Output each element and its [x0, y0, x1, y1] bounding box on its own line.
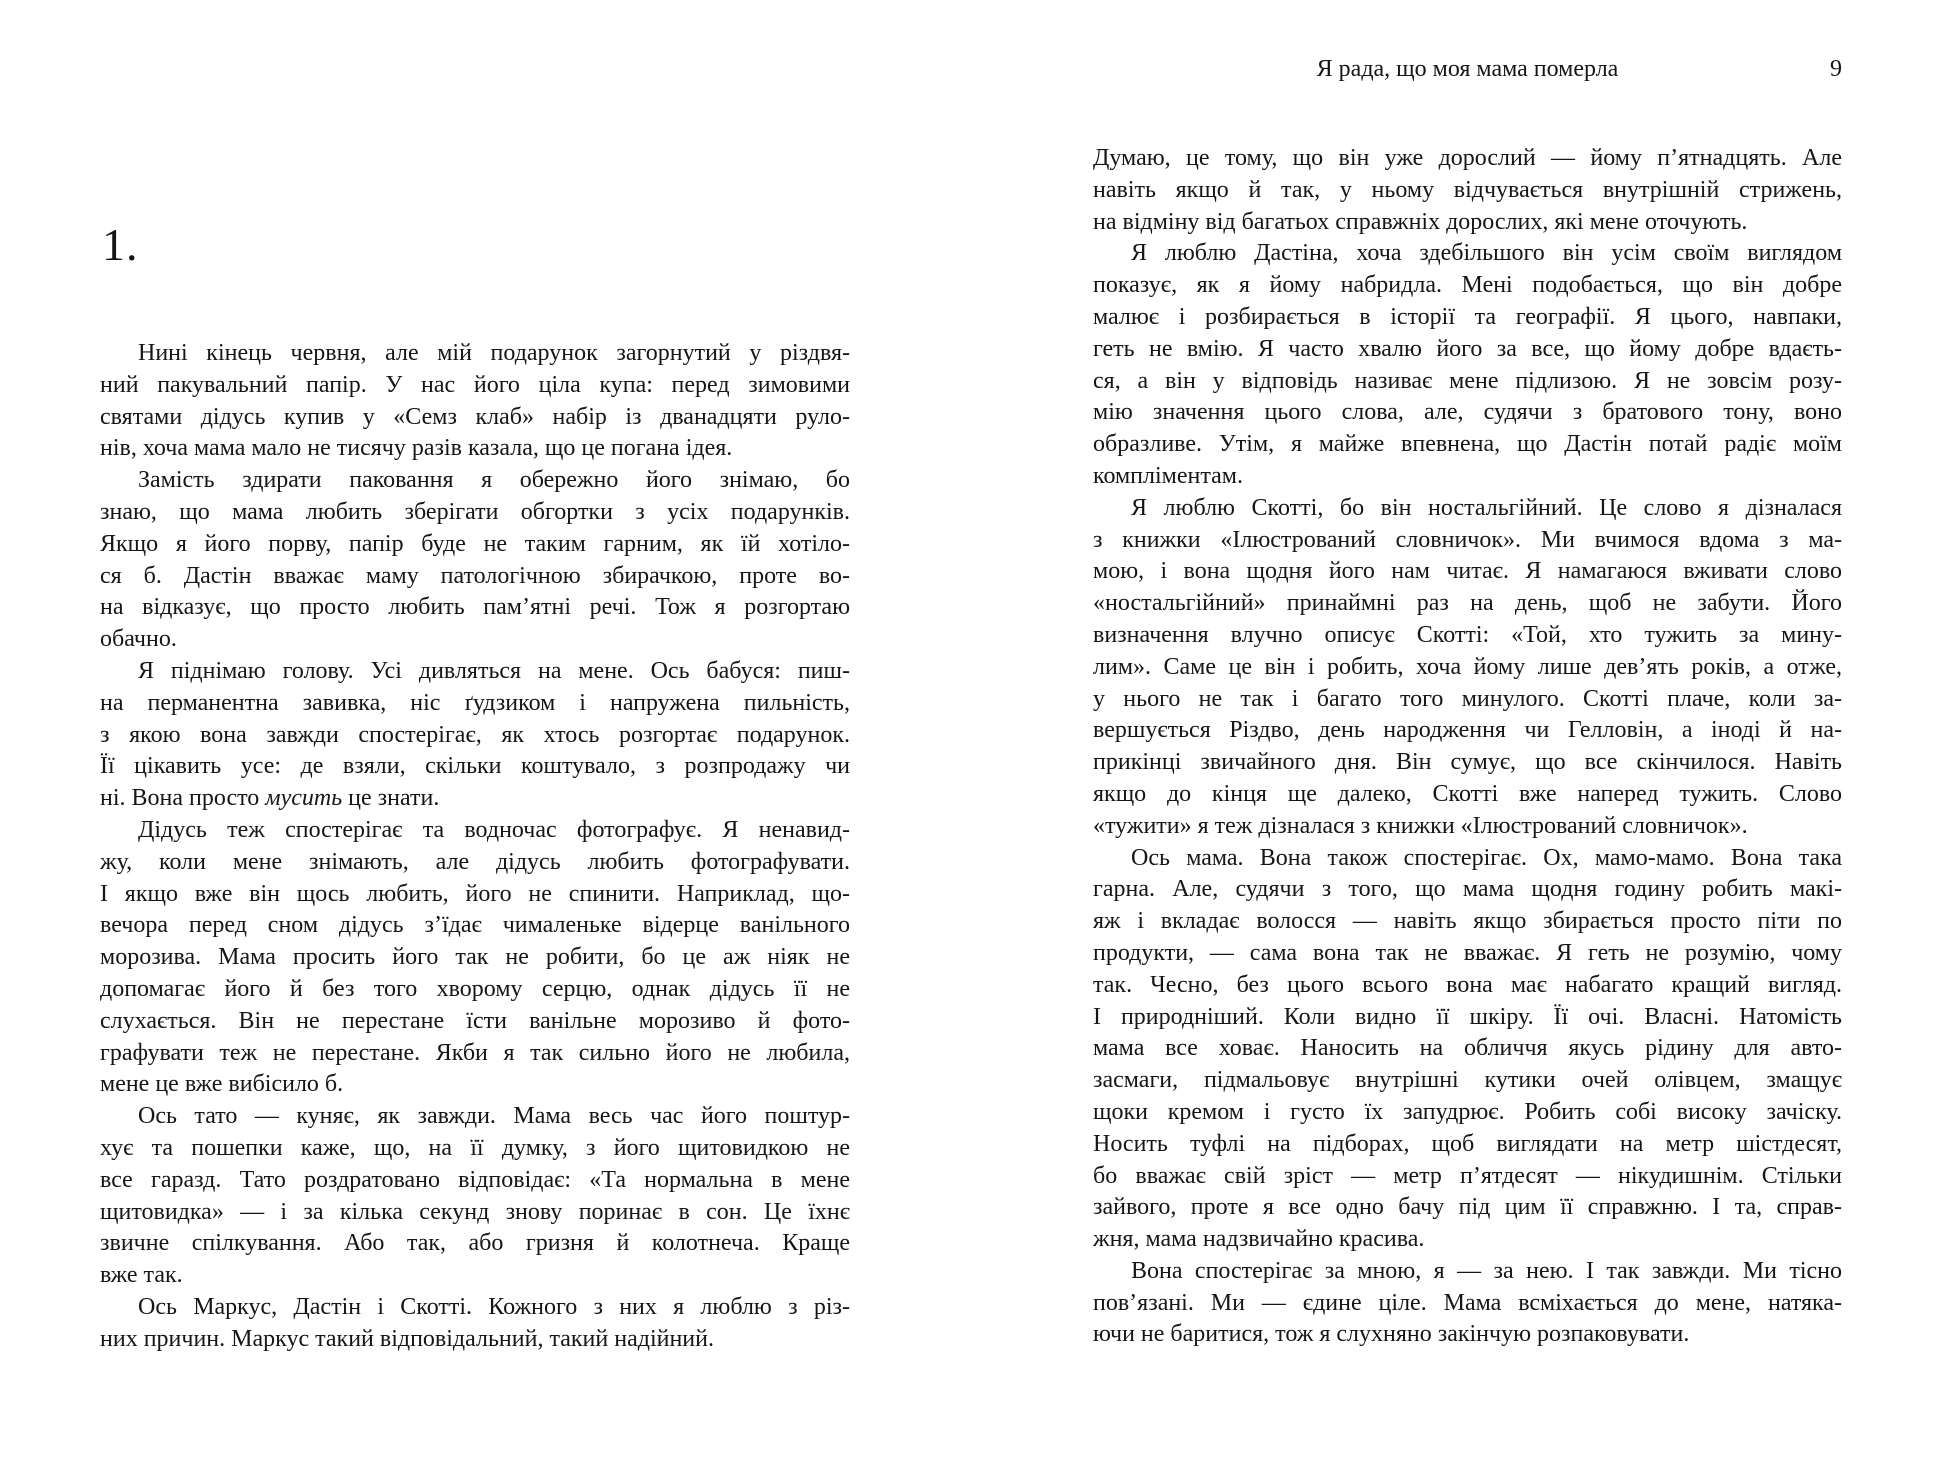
running-header [1093, 54, 1842, 84]
paragraph [1093, 493, 1842, 843]
text-line: знаю, що мама любить зберігати обгортки з усіх подарунків. [100, 498, 850, 525]
text-line: ний пакувальний папір. У нас його ціла купа: перед зимовими [100, 371, 850, 398]
text-line: Ось Маркус, Дастін і Скотті. Кожного з них я люблю з різ- [138, 1293, 850, 1320]
paragraph [1093, 843, 1842, 1256]
paragraph [100, 1101, 850, 1292]
text-line: обачно. [100, 626, 177, 653]
text-line: щоки кремом і густо їх запудрює. Робить собі високу зачіску. [1093, 1098, 1842, 1125]
paragraph [100, 1292, 850, 1356]
right-page [1093, 0, 1842, 1460]
text-line: геть не вмію. Я часто хвалю його за все, що йому добре вдаєть- [1093, 335, 1842, 362]
chapter-number: 1. [102, 219, 139, 270]
text-line: на перманентна завивка, ніс ґудзиком і напружена пильність, [100, 689, 850, 716]
text-line: Ось тато — куняє, як завжди. Мама весь час його поштур- [138, 1103, 850, 1130]
text-line: мене це вже вибісило б. [100, 1071, 344, 1098]
text-line: мою, і вона щодня його нам читає. Я намагаюся вживати слово [1093, 558, 1842, 585]
text-line: звичне спілкування. Або так, або гризня й колотнеча. Краще [100, 1230, 850, 1257]
text-line: гарна. Але, судячи з того, що мама щодня годину робить макі- [1093, 876, 1842, 903]
text-line: Думаю, це тому, що він уже дорослий — йому п’ятнадцять. Але [1093, 145, 1842, 171]
text-line: Я люблю Дастіна, хоча здебільшого він усім своїм виглядом [1131, 240, 1842, 267]
text-line: ні. Вона просто мусить це знати. [100, 785, 440, 812]
text-line: навіть якщо й так, у ньому відчувається внутрішній стрижень, [1093, 176, 1842, 203]
text-line: малює і розбирається в історії та географії. Я цього, навпаки, [1093, 303, 1842, 330]
paragraph [100, 815, 850, 1101]
text-line: продукти, — сама вона так не вважає. Я геть не розумію, чому [1093, 939, 1842, 966]
text-line: яж і вкладає волосся — навіть якщо збирається просто піти по [1093, 908, 1842, 935]
left-page [100, 0, 850, 1460]
text-line: з книжки «Ілюстрований словничок». Ми вчимося вдома з ма- [1093, 526, 1842, 553]
text-line: ючи не баритися, тож я слухняно закінчую розпаковувати. [1093, 1321, 1690, 1348]
text-line: них причин. Маркус такий відповідальний, такий надійний. [100, 1325, 714, 1352]
paragraph [100, 656, 850, 815]
text-line: Ось мама. Вона також спостерігає. Ох, мамо-мамо. Вона така [1131, 844, 1842, 871]
text-line: Носить туфлі на підборах, щоб виглядати на метр шістдесят, [1093, 1130, 1842, 1157]
paragraph [100, 465, 850, 656]
paragraph [1093, 238, 1842, 492]
text-line: зайвого, проте я все одно бачу під цим її справжню. І та, справ- [1093, 1194, 1842, 1221]
text-line: Замість здирати паковання я обережно його знімаю, бо [138, 467, 850, 494]
paragraph [100, 338, 850, 465]
text-line: образливе. Утім, я майже впевнена, що Дастін потай радіє моїм [1093, 431, 1842, 458]
text-line: ся, а він у відповідь називає мене підлизою. Я не зовсім розу- [1093, 367, 1842, 394]
text-line: хує та пошепки каже, що, на її думку, з його щитовидкою не [100, 1134, 850, 1161]
text-line: у нього не так і багато того минулого. Скотті плаче, коли за- [1093, 685, 1842, 712]
text-line: графувати теж не перестане. Якби я так сильно його не любила, [100, 1039, 850, 1066]
text-line: жу, коли мене знімають, але дідусь любить фотографувати. [100, 848, 850, 875]
text-line: Якщо я його порву, папір буде не таким гарним, як їй хотіло- [100, 530, 850, 557]
text-line: мама все ховає. Наносить на обличчя якусь рідину для авто- [1093, 1035, 1842, 1062]
left-page-body [100, 338, 850, 1356]
text-line: допомагає його й без того хворому серцю, однак дідусь її не [100, 975, 850, 1002]
text-line: І природніший. Коли видно її шкіру. Її очі. Власні. Натомість [1093, 1003, 1842, 1030]
text-line: вершується Різдво, день народження чи Гелловін, а іноді й на- [1093, 717, 1842, 744]
text-line: морозива. Мама просить його так не робити, бо це аж ніяк не [100, 944, 850, 971]
text-line: Вона спостерігає за мною, я — за нею. І так завжди. Ми тісно [1131, 1257, 1842, 1284]
text-line: так. Чесно, без цього всього вона має набагато кращий вигляд. [1093, 971, 1842, 998]
text-line: святами дідусь купив у «Семз клаб» набір із дванадцяти руло- [100, 403, 850, 430]
text-line: вже так. [100, 1262, 183, 1289]
text-line: щитовидка» — і за кілька секунд знову поринає в сон. Це їхнє [100, 1198, 850, 1225]
text-line: слухається. Він не перестане їсти ванільне морозиво й фото- [100, 1007, 850, 1034]
paragraph [1093, 1256, 1842, 1351]
text-line: прикінці звичайного дня. Він сумує, що все скінчилося. Навіть [1093, 749, 1842, 776]
text-line: якщо до кінця ще далеко, Скотті вже наперед тужить. Слово [1093, 780, 1842, 807]
header-title: Я рада, що моя мама померла [1316, 56, 1619, 82]
text-line: ся б. Дастін вважає маму патологічною збирачкою, проте во- [100, 562, 850, 589]
text-line: Я піднімаю голову. Усі дивляться на мене. Ось бабуся: пиш- [138, 657, 850, 684]
text-line: на відміну від багатьох справжніх дорослих, які мене оточують. [1093, 208, 1748, 235]
text-line: все гаразд. Тато роздратовано відповідає: «Та нормальна в мене [100, 1166, 850, 1193]
text-line: бо вважає свій зріст — метр п’ятдесят — нікудишнім. Стільки [1093, 1162, 1842, 1189]
text-line: показує, як я йому набридла. Мені подобається, що він добре [1093, 272, 1842, 299]
text-line: на відказує, що просто любить пам’ятні речі. Тож я розгортаю [100, 594, 850, 621]
text-line: вечора перед сном дідусь з’їдає чималеньке відерце ванільного [100, 912, 850, 939]
text-line: Нині кінець червня, але мій подарунок загорнутий у різдвя- [138, 340, 850, 366]
text-line: компліментам. [1093, 462, 1243, 489]
text-line: «ностальгійний» принаймні раз на день, щоб не забути. Його [1093, 590, 1842, 617]
text-line: нів, хоча мама мало не тисячу разів казала, що це погана ідея. [100, 435, 733, 462]
text-line: визначення влучно описує Скотті: «Той, хто тужить за мину- [1093, 621, 1842, 648]
text-line: І якщо вже він щось любить, його не спинити. Наприклад, що- [100, 880, 850, 907]
text-line: лим». Саме це він і робить, хоча йому лише дев’ять років, а отже, [1093, 653, 1842, 680]
text-line: засмаги, підмальовує внутрішні кутики очей олівцем, змащує [1093, 1067, 1842, 1094]
right-page-body [1093, 143, 1842, 1351]
paragraph [1093, 143, 1842, 238]
text-line: Я люблю Скотті, бо він ностальгійний. Це слово я дізналася [1131, 494, 1842, 521]
text-line: мію значення цього слова, але, судячи з братового тону, воно [1093, 399, 1842, 426]
text-line: «тужити» я теж дізналася з книжки «Ілюстрований словничок». [1093, 812, 1748, 839]
text-line: жня, мама надзвичайно красива. [1093, 1226, 1425, 1253]
text-line: Дідусь теж спостерігає та водночас фотографує. Я ненавид- [138, 816, 850, 843]
text-line: з якою вона завжди спостерігає, як хтось розгортає подарунок. [100, 721, 850, 748]
text-line: пов’язані. Ми — єдине ціле. Мама всміхається до мене, натяка- [1093, 1289, 1842, 1316]
page-number: 9 [1830, 56, 1842, 82]
text-line: Її цікавить усе: де взяли, скільки коштувало, з розпродажу чи [100, 753, 850, 780]
